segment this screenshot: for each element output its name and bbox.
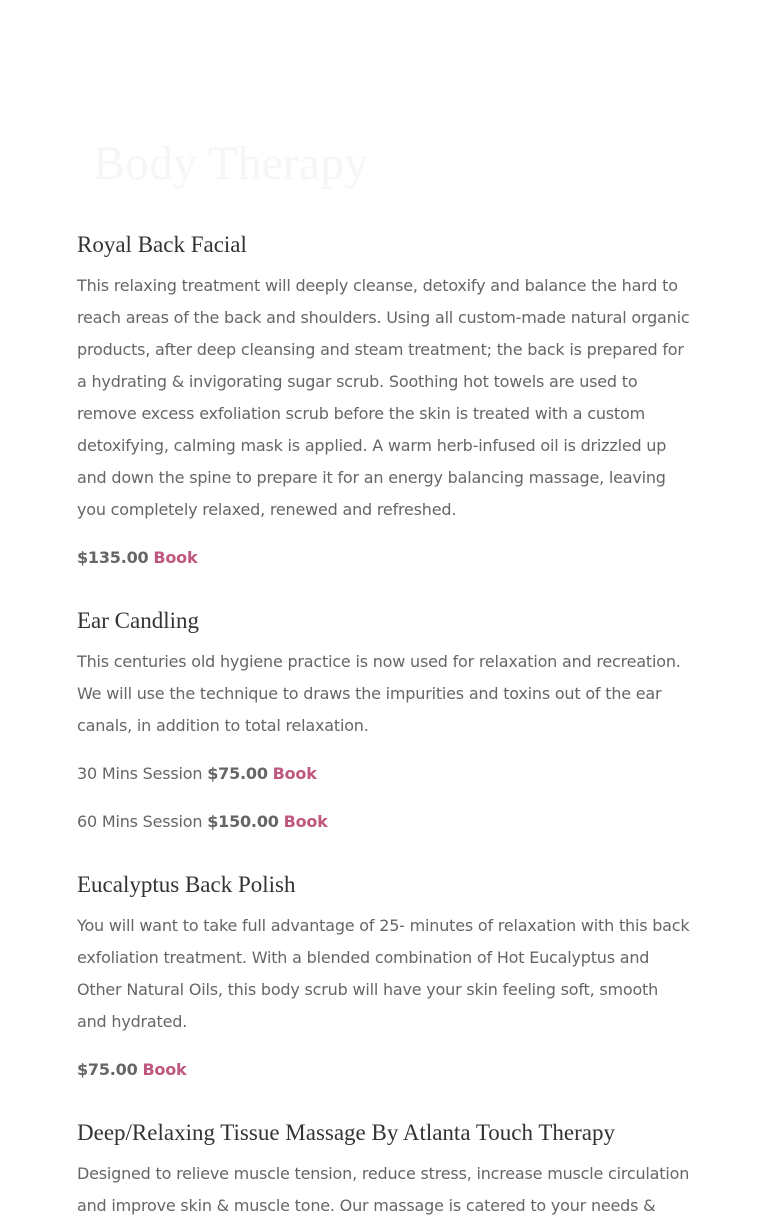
price: $150.00 [207,812,279,831]
service-eucalyptus-back-polish [77,870,692,1086]
option-label: 30 Mins Session [77,764,203,783]
service-title: Ear Candling [77,608,199,633]
service-title: Deep/Relaxing Tissue Massage By Atlanta Touch Therapy [77,1120,615,1145]
service-description: Designed to relieve muscle tension, reduce stress, increase muscle circulation and improve skin & muscle tone. Our massage is catered to your needs & [77,1164,690,1215]
book-link[interactable]: Book [153,548,198,567]
service-ear-candling [77,606,692,838]
book-link[interactable]: Book [142,1060,187,1079]
service-royal-back-facial [77,230,692,574]
option-line [77,758,692,790]
service-deep-tissue-massage [77,1118,692,1222]
service-title: Royal Back Facial [77,232,247,257]
book-link[interactable]: Book [283,812,328,831]
service-description: This centuries old hygiene practice is now used for relaxation and recreation. We will use the technique to draws the impurities and toxins out of the ear canals, in addition to total relaxation. [77,652,681,735]
option-label: 60 Mins Session [77,812,203,831]
service-description: This relaxing treatment will deeply cleanse, detoxify and balance the hard to reach areas of the back and shoulders. Using all custom-made natural organic products, after deep cleansing and steam treatment; the back is prepared for a hydrating & invigorating sugar scrub. Soothing hot towels are used to remove excess exfoliation scrub before the skin is treated with a custom detoxifying, calming mask is applied. A warm herb-infused oil is drizzled up and down the spine to prepare it for an energy balancing massage, leaving you completely relaxed, renewed and refreshed. [77,276,690,519]
price: $75.00 [77,1060,138,1079]
price: $135.00 [77,548,149,567]
option-line [77,806,692,838]
page-title: Body Therapy [93,137,369,190]
price: $75.00 [207,764,268,783]
price-line [77,542,692,574]
service-description: You will want to take full advantage of 25- minutes of relaxation with this back exfoliation treatment. With a blended combination of Hot Eucalyptus and Other Natural Oils, this body scrub will have your skin feeling soft, smooth and hydrated. [77,916,690,1031]
service-title: Eucalyptus Back Polish [77,872,296,897]
book-link[interactable]: Book [272,764,317,783]
price-line [77,1054,692,1086]
